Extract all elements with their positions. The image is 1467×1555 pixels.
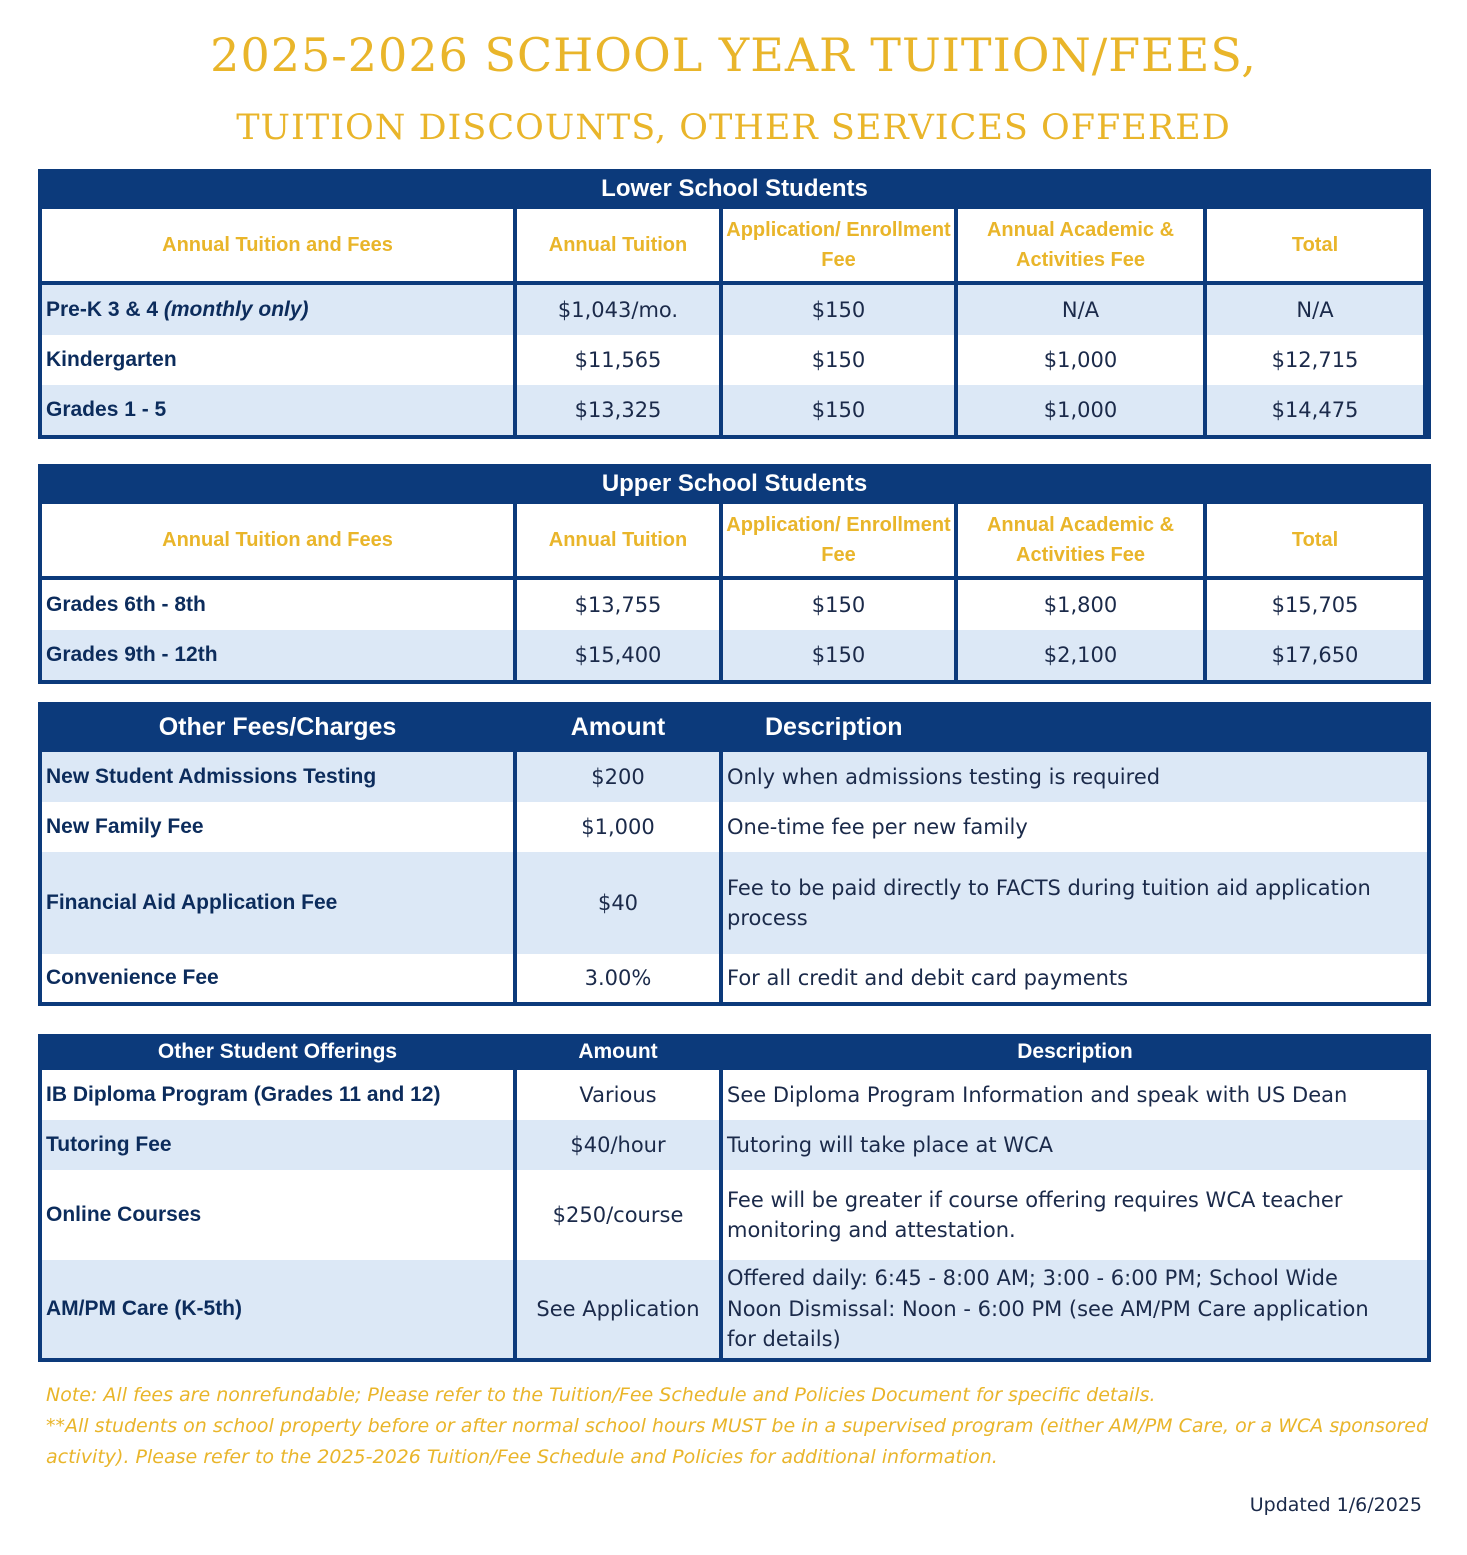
amount-cell: $200 bbox=[517, 752, 719, 802]
description-cell: Tutoring will take place at WCA bbox=[723, 1120, 1427, 1170]
col-header: Description bbox=[765, 712, 903, 741]
row-label: AM/PM Care (K-5th) bbox=[42, 1260, 513, 1358]
table-row bbox=[42, 852, 1427, 954]
col-header: Other Fees/Charges bbox=[158, 712, 397, 741]
description-cell: Offered daily: 6:45 - 8:00 AM; 3:00 - 6:00 PM; School Wide Noon Dismissal: Noon - 6:00 PM (see AM/PM Care application for details) bbox=[723, 1260, 1427, 1358]
total-cell: $14,475 bbox=[1207, 385, 1423, 435]
row-label: Grades 1 - 5 bbox=[42, 385, 513, 435]
activities-fee-cell: $1,800 bbox=[958, 580, 1203, 630]
upper-header-row bbox=[42, 504, 1427, 580]
total-cell: $15,705 bbox=[1207, 580, 1423, 630]
table-row bbox=[42, 630, 1427, 680]
description-cell: One-time fee per new family bbox=[723, 802, 1427, 852]
total-cell: $17,650 bbox=[1207, 630, 1423, 680]
app-fee-cell: $150 bbox=[723, 285, 954, 335]
lower-school-heading: Lower School Students bbox=[601, 175, 868, 202]
col-header: Annual Tuition bbox=[517, 504, 719, 576]
col-header: Annual Tuition and Fees bbox=[42, 504, 513, 576]
row-label: Financial Aid Application Fee bbox=[42, 852, 513, 954]
other-fees-header-row bbox=[42, 702, 1427, 752]
table-row bbox=[42, 1260, 1427, 1358]
table-row bbox=[42, 1170, 1427, 1260]
total-cell: $12,715 bbox=[1207, 335, 1423, 385]
note-nonrefundable: Note: All fees are nonrefundable; Please refer to the Tuition/Fee Schedule and Policies Document for specific details. bbox=[46, 1384, 1156, 1406]
table-row bbox=[42, 1070, 1427, 1120]
app-fee-cell: $150 bbox=[723, 335, 954, 385]
col-header: Total bbox=[1207, 504, 1423, 576]
table-row bbox=[42, 580, 1427, 630]
row-label: Convenience Fee bbox=[42, 954, 513, 1002]
page-title: 2025-2026 SCHOOL YEAR TUITION/FEES, bbox=[210, 28, 1257, 82]
lower-school-table bbox=[38, 169, 1431, 439]
col-header: Total bbox=[1207, 209, 1423, 281]
col-header: Annual Tuition bbox=[517, 209, 719, 281]
row-label bbox=[42, 285, 513, 335]
updated-date: Updated 1/6/2025 bbox=[1249, 1494, 1422, 1516]
amount-cell: $40 bbox=[517, 852, 719, 954]
row-label: Online Courses bbox=[42, 1170, 513, 1260]
other-fees-table bbox=[38, 702, 1431, 1006]
activities-fee-cell: $1,000 bbox=[958, 335, 1203, 385]
table-row bbox=[42, 802, 1427, 852]
col-header: Application/ Enrollment Fee bbox=[723, 209, 954, 281]
col-header: Annual Academic & Activities Fee bbox=[958, 209, 1203, 281]
amount-cell: $40/hour bbox=[517, 1120, 719, 1170]
total-cell: N/A bbox=[1207, 285, 1423, 335]
activities-fee-cell: $1,000 bbox=[958, 385, 1203, 435]
table-row bbox=[42, 385, 1427, 435]
app-fee-cell: $150 bbox=[723, 630, 954, 680]
description-cell: For all credit and debit card payments bbox=[723, 954, 1427, 1002]
tuition-cell: $13,755 bbox=[517, 580, 719, 630]
upper-school-heading: Upper School Students bbox=[601, 470, 868, 497]
row-label-text: Pre-K 3 & 4 bbox=[46, 298, 159, 321]
upper-school-table bbox=[38, 464, 1431, 684]
row-label: Tutoring Fee bbox=[42, 1120, 513, 1170]
lower-header-row bbox=[42, 209, 1427, 285]
note-supervision: **All students on school property before or after normal school hours MUST be in a supervised program (either AM/PM Care, or a WCA sponsored activity). Please refer to the 2025-2026 Tuition/Fee Schedule and Policies for additional information. bbox=[46, 1415, 1429, 1468]
amount-cell: Various bbox=[517, 1070, 719, 1120]
description-cell: See Diploma Program Information and speak with US Dean bbox=[723, 1070, 1427, 1120]
description-cell: Fee to be paid directly to FACTS during tuition aid application process bbox=[723, 852, 1427, 954]
row-label: Grades 6th - 8th bbox=[42, 580, 513, 630]
amount-cell: 3.00% bbox=[517, 954, 719, 1002]
activities-fee-cell: N/A bbox=[958, 285, 1203, 335]
table-row bbox=[42, 335, 1427, 385]
app-fee-cell: $150 bbox=[723, 580, 954, 630]
row-label: IB Diploma Program (Grades 11 and 12) bbox=[42, 1070, 513, 1120]
tuition-cell: $13,325 bbox=[517, 385, 719, 435]
col-header: Other Student Offerings bbox=[157, 1040, 398, 1063]
tuition-cell: $11,565 bbox=[517, 335, 719, 385]
row-label: New Student Admissions Testing bbox=[42, 752, 513, 802]
tuition-cell: $1,043/mo. bbox=[517, 285, 719, 335]
row-label-note: (monthly only) bbox=[163, 298, 309, 321]
table-row bbox=[42, 1120, 1427, 1170]
amount-cell: See Application bbox=[517, 1260, 719, 1358]
row-label: New Family Fee bbox=[42, 802, 513, 852]
amount-cell: $250/course bbox=[517, 1170, 719, 1260]
offerings-header-row bbox=[42, 1034, 1427, 1070]
table-row bbox=[42, 285, 1427, 335]
table-row bbox=[42, 752, 1427, 802]
col-header: Annual Academic & Activities Fee bbox=[958, 504, 1203, 576]
col-header: Annual Tuition and Fees bbox=[42, 209, 513, 281]
col-header: Amount bbox=[570, 712, 666, 741]
app-fee-cell: $150 bbox=[723, 385, 954, 435]
footnotes bbox=[46, 1380, 1436, 1473]
tuition-cell: $15,400 bbox=[517, 630, 719, 680]
amount-cell: $1,000 bbox=[517, 802, 719, 852]
col-header: Description bbox=[1017, 1040, 1133, 1063]
row-label: Kindergarten bbox=[42, 335, 513, 385]
col-header: Amount bbox=[578, 1040, 658, 1063]
offerings-table bbox=[38, 1034, 1431, 1362]
table-row bbox=[42, 954, 1427, 1002]
activities-fee-cell: $2,100 bbox=[958, 630, 1203, 680]
row-label: Grades 9th - 12th bbox=[42, 630, 513, 680]
page-subtitle: TUITION DISCOUNTS, OTHER SERVICES OFFERED bbox=[236, 108, 1231, 148]
col-header: Application/ Enrollment Fee bbox=[723, 504, 954, 576]
description-cell: Only when admissions testing is required bbox=[723, 752, 1427, 802]
description-cell: Fee will be greater if course offering requires WCA teacher monitoring and attestation. bbox=[723, 1170, 1427, 1260]
